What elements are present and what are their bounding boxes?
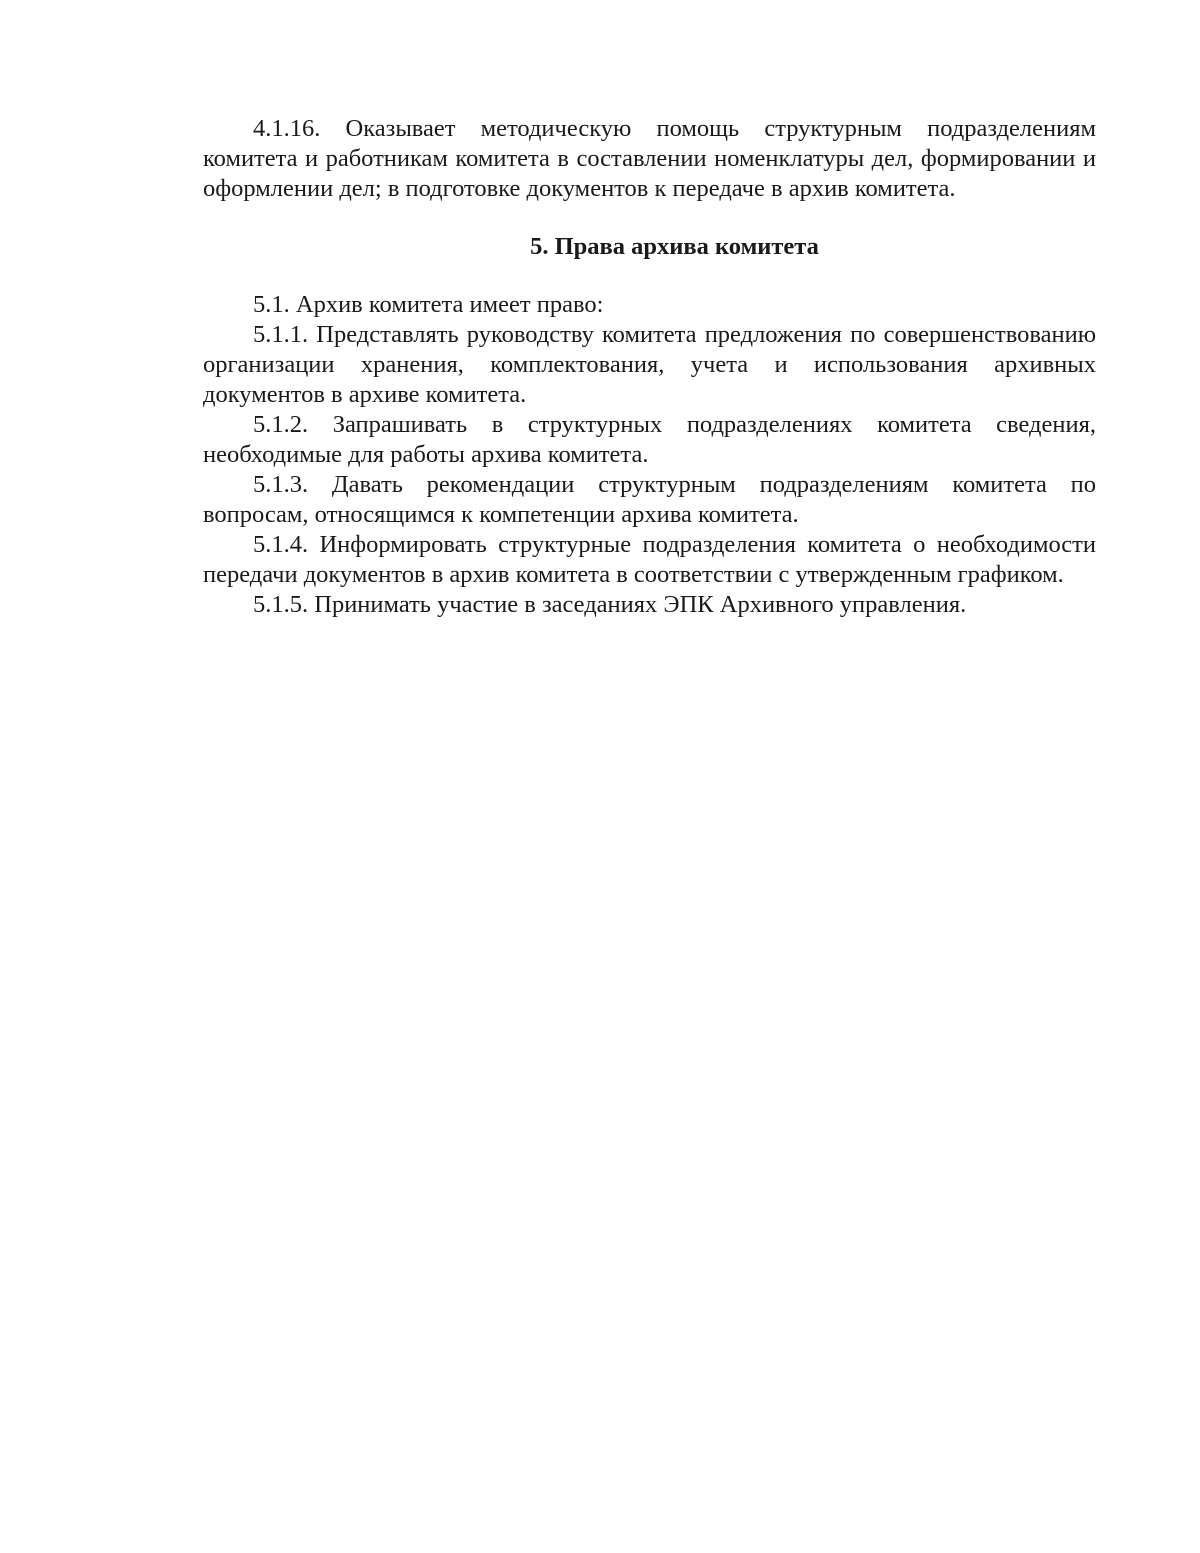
paragraph-5-1-4: 5.1.4. Информировать структурные подразделения комитета о необходимости передачи документов в архив комитета в соответствии с утвержденным графиком.: [203, 531, 1096, 588]
paragraph-5-1-2: 5.1.2. Запрашивать в структурных подразделениях комитета сведения, необходимые для работы архива комитета.: [203, 411, 1096, 468]
paragraph-5-1-5: 5.1.5. Принимать участие в заседаниях ЭПК Архивного управления.: [253, 591, 967, 618]
section-heading: 5. Права архива комитета: [530, 233, 819, 260]
paragraph-5-1-3: 5.1.3. Давать рекомендации структурным подразделениям комитета по вопросам, относящимся к компетенции архива комитета.: [203, 471, 1096, 528]
paragraph-5-1: 5.1. Архив комитета имеет право:: [253, 291, 604, 318]
paragraph-4-1-16: 4.1.16. Оказывает методическую помощь структурным подразделениям комитета и работникам комитета в составлении номенклатуры дел, формировании и оформлении дел; в подготовке документов к передаче в архив комитета.: [203, 115, 1096, 202]
paragraph-5-1-1: 5.1.1. Представлять руководству комитета предложения по совершенствованию организации хранения, комплектования, учета и использования архивных документов в архиве комитета.: [203, 321, 1096, 408]
document-body: [203, 114, 1096, 620]
